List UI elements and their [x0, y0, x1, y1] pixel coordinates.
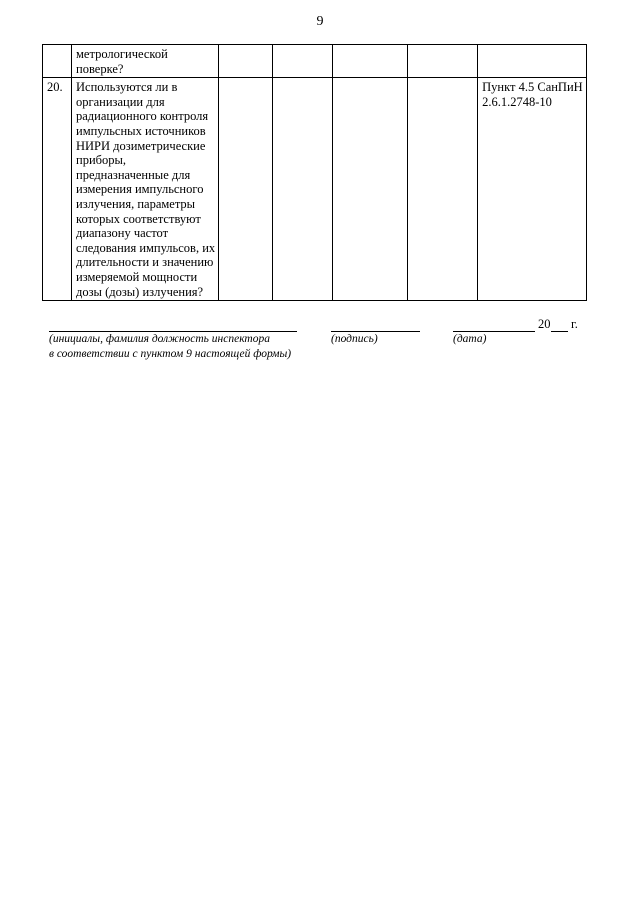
- question-line: НИРИ дозиметрические: [76, 138, 206, 153]
- question-line: предназначенные для: [76, 167, 191, 182]
- question-line: которых соответствуют: [76, 211, 201, 226]
- answer-na-cell[interactable]: [333, 45, 408, 78]
- question-line: Используются ли в: [76, 80, 178, 95]
- question-line: импульсных источников: [76, 123, 206, 138]
- question-line: следования импульсов, их: [76, 240, 216, 255]
- date-line[interactable]: [453, 331, 535, 332]
- question-line: измеряемой мощности: [76, 269, 198, 284]
- signature-caption: (подпись): [331, 333, 378, 345]
- answer-no-cell[interactable]: [273, 45, 333, 78]
- inspector-name-line[interactable]: [49, 331, 297, 332]
- answer-no-cell[interactable]: [273, 78, 333, 301]
- question-line: дозы (дозы) излучения?: [76, 284, 204, 299]
- reference-cell: [478, 78, 587, 301]
- question-cell: [72, 45, 219, 78]
- reference-line: Пункт 4.5 СанПиН: [482, 80, 583, 95]
- question-line: организации для: [76, 94, 165, 109]
- page-number: 9: [316, 14, 324, 29]
- reference-line: 2.6.1.2748-10: [482, 94, 552, 109]
- note-cell[interactable]: [408, 78, 478, 301]
- question-line: поверке?: [76, 61, 124, 76]
- inspector-caption-line1: (инициалы, фамилия должность инспектора: [49, 333, 270, 345]
- question-line: излучения, параметры: [76, 196, 196, 211]
- table-row: [43, 45, 587, 78]
- row-number-cell: [43, 45, 72, 78]
- signature-line[interactable]: [331, 331, 420, 332]
- question-line: приборы,: [76, 153, 127, 168]
- checklist-table: [42, 44, 587, 301]
- year-line[interactable]: [551, 331, 568, 332]
- year-prefix: 20: [538, 317, 551, 331]
- date-caption: (дата): [453, 333, 487, 345]
- question-line: радиационного контроля: [76, 109, 209, 124]
- answer-yes-cell[interactable]: [219, 78, 273, 301]
- row-number-cell: 20.: [43, 78, 72, 301]
- question-line: измерения импульсного: [76, 182, 204, 197]
- table-row: [43, 78, 587, 301]
- question-line: диапазону частот: [76, 226, 169, 241]
- question-line: метрологической: [76, 47, 168, 61]
- question-cell: [72, 78, 219, 301]
- inspector-caption-line2: в соответствии с пунктом 9 настоящей формы): [49, 348, 292, 360]
- year-suffix: г.: [571, 317, 578, 331]
- question-line: длительности и значению: [76, 255, 214, 270]
- answer-na-cell[interactable]: [333, 78, 408, 301]
- reference-cell: [478, 45, 587, 78]
- answer-yes-cell[interactable]: [219, 45, 273, 78]
- note-cell[interactable]: [408, 45, 478, 78]
